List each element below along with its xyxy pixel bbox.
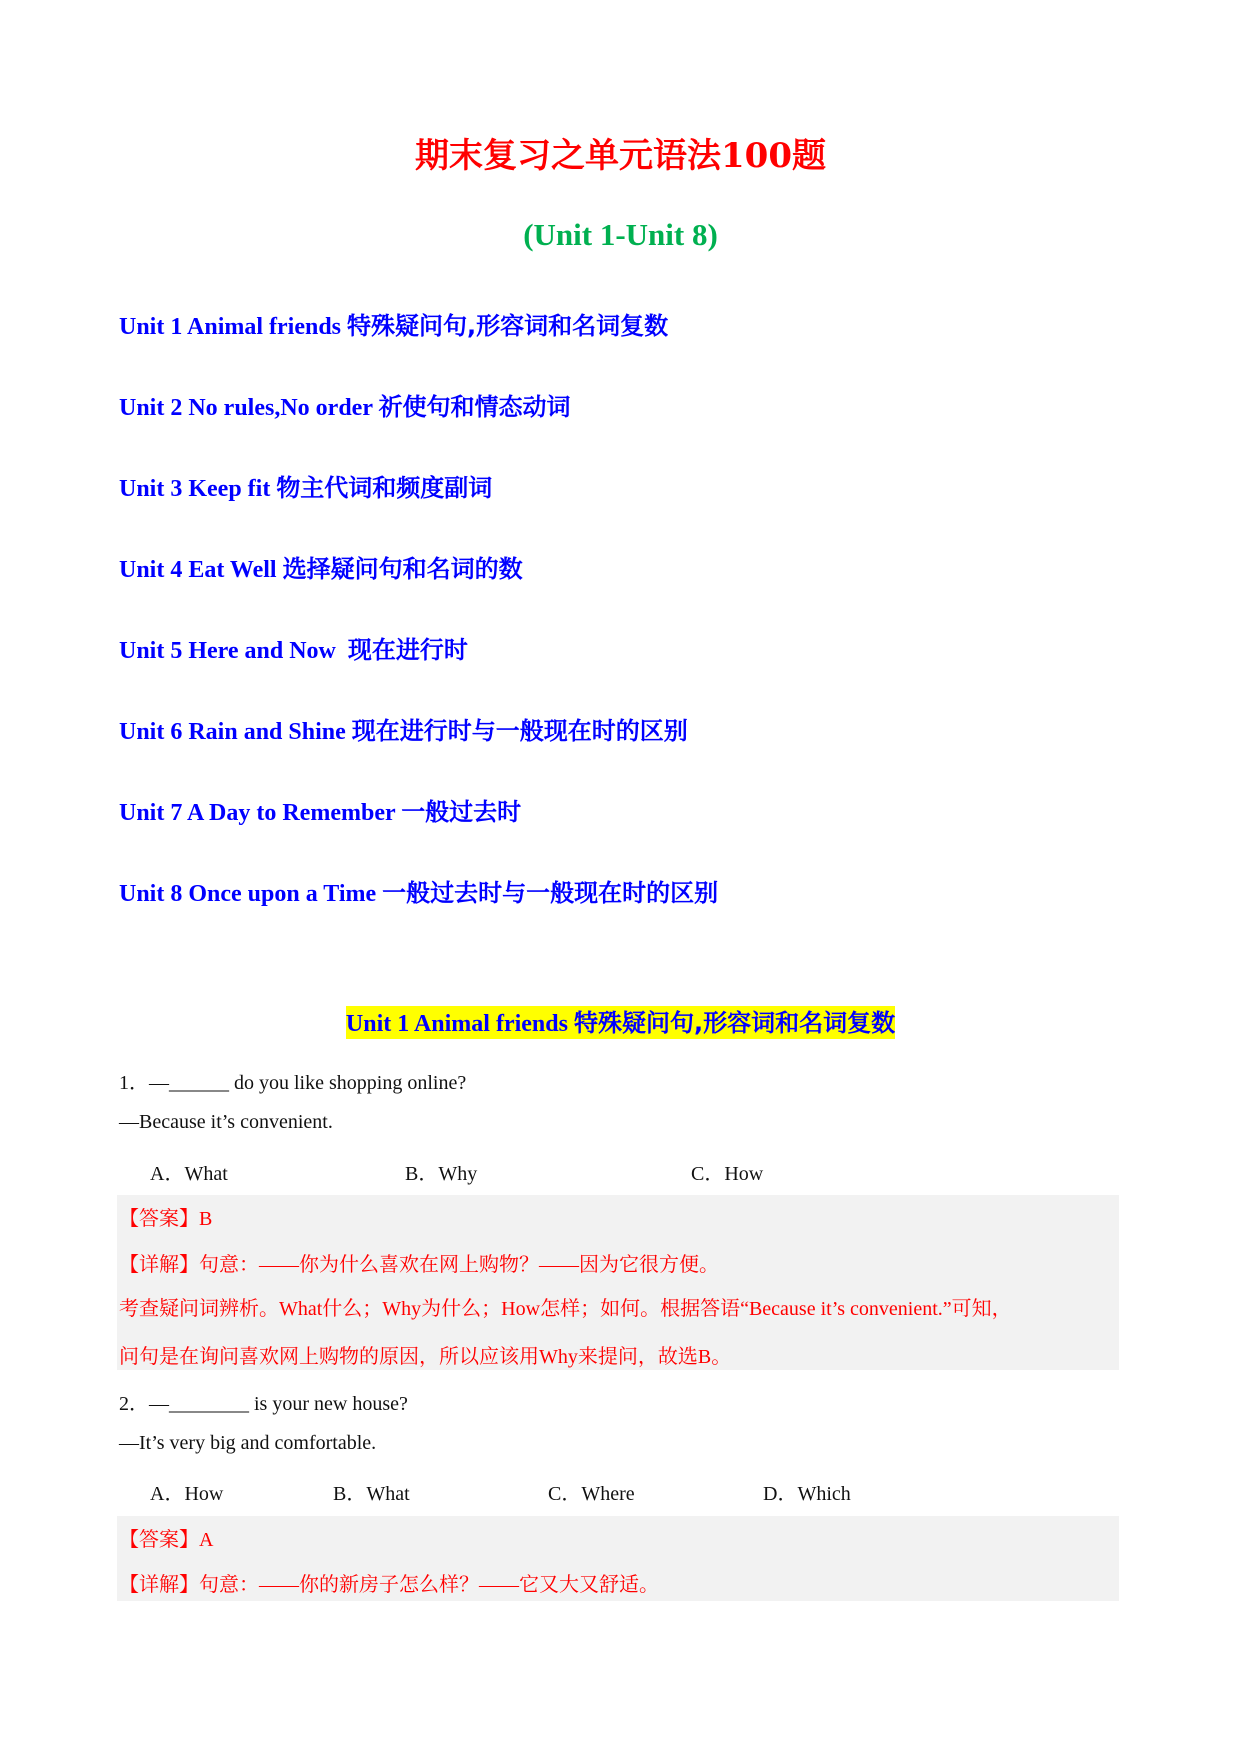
- question-1-explain-line: 【详解】句意：——你为什么喜欢在网上购物？——因为它很方便。: [119, 1254, 719, 1276]
- question-1-answer: 【答案】B: [119, 1208, 213, 1230]
- question-1-option-a: A．What: [150, 1163, 228, 1185]
- toc-grammar-topic: 一般过去时: [401, 798, 522, 826]
- question-2-answer: 【答案】A: [119, 1529, 214, 1551]
- question-1-option-c: C．How: [691, 1163, 764, 1185]
- question-2-stem: 2．—________ is your new house?: [119, 1393, 408, 1415]
- toc-unit-title: Unit 5 Here and Now: [119, 638, 348, 664]
- section-heading: [0, 1003, 1241, 1038]
- toc-grammar-topic: 物主代词和频度副词: [276, 474, 493, 502]
- toc-grammar-topic: 一般过去时与一般现在时的区别: [382, 879, 719, 907]
- page-subtitle: (Unit 1-Unit 8): [523, 217, 718, 252]
- toc-grammar-topic: 祈使句和情态动词: [378, 393, 571, 421]
- toc-unit-title: Unit 4 Eat Well: [119, 557, 283, 583]
- toc-item-unit-5: [119, 630, 468, 664]
- toc-unit-title: Unit 8 Once upon a Time: [119, 881, 383, 907]
- toc-item-unit-2: [119, 387, 571, 421]
- toc-item-unit-1: [119, 306, 668, 340]
- question-2-option-c: C．Where: [548, 1483, 635, 1505]
- toc-grammar-topic: 现在进行时: [347, 636, 468, 664]
- page-title: 期末复习之单元语法100题: [415, 136, 826, 176]
- question-1-explain-line: 考查疑问词辨析。What什么；Why为什么；How怎样；如何。根据答语“Because it’s convenient.”可知，: [119, 1298, 1012, 1320]
- question-1-option-b: B．Why: [405, 1163, 478, 1185]
- toc-unit-title: Unit 3 Keep fit: [119, 476, 277, 502]
- question-1-explain-line: 问句是在询问喜欢网上购物的原因，所以应该用Why来提问，故选B。: [119, 1346, 732, 1368]
- toc-unit-title: Unit 2 No rules,No order: [119, 395, 379, 421]
- question-2-option-a: A．How: [150, 1483, 224, 1505]
- toc-item-unit-7: [119, 792, 521, 826]
- toc-item-unit-3: [119, 468, 492, 502]
- section-grammar-topic: 特殊疑问句,形容词和名词复数: [573, 1009, 896, 1037]
- question-2-option-d: D．Which: [763, 1483, 851, 1505]
- toc-unit-title: Unit 7 A Day to Remember: [119, 800, 402, 826]
- toc-grammar-topic: 现在进行时与一般现在时的区别: [351, 717, 688, 745]
- toc-item-unit-8: [119, 873, 718, 907]
- toc-item-unit-6: [119, 711, 688, 745]
- question-2-explain-line: 【详解】句意：——你的新房子怎么样？——它又大又舒适。: [119, 1574, 659, 1596]
- question-2-option-b: B．What: [333, 1483, 410, 1505]
- toc-unit-title: Unit 6 Rain and Shine: [119, 719, 352, 745]
- toc-item-unit-4: [119, 549, 523, 583]
- question-1-reply: —Because it’s convenient.: [119, 1111, 333, 1133]
- question-1-stem: 1．—______ do you like shopping online?: [119, 1072, 467, 1094]
- section-unit-title: Unit 1 Animal friends: [345, 1011, 574, 1037]
- question-2-reply: —It’s very big and comfortable.: [119, 1432, 377, 1454]
- section-heading-highlight: [346, 1006, 895, 1039]
- toc-grammar-topic: 特殊疑问句,形容词和名词复数: [347, 312, 669, 340]
- toc-grammar-topic: 选择疑问句和名词的数: [282, 555, 523, 583]
- toc-unit-title: Unit 1 Animal friends: [119, 314, 348, 340]
